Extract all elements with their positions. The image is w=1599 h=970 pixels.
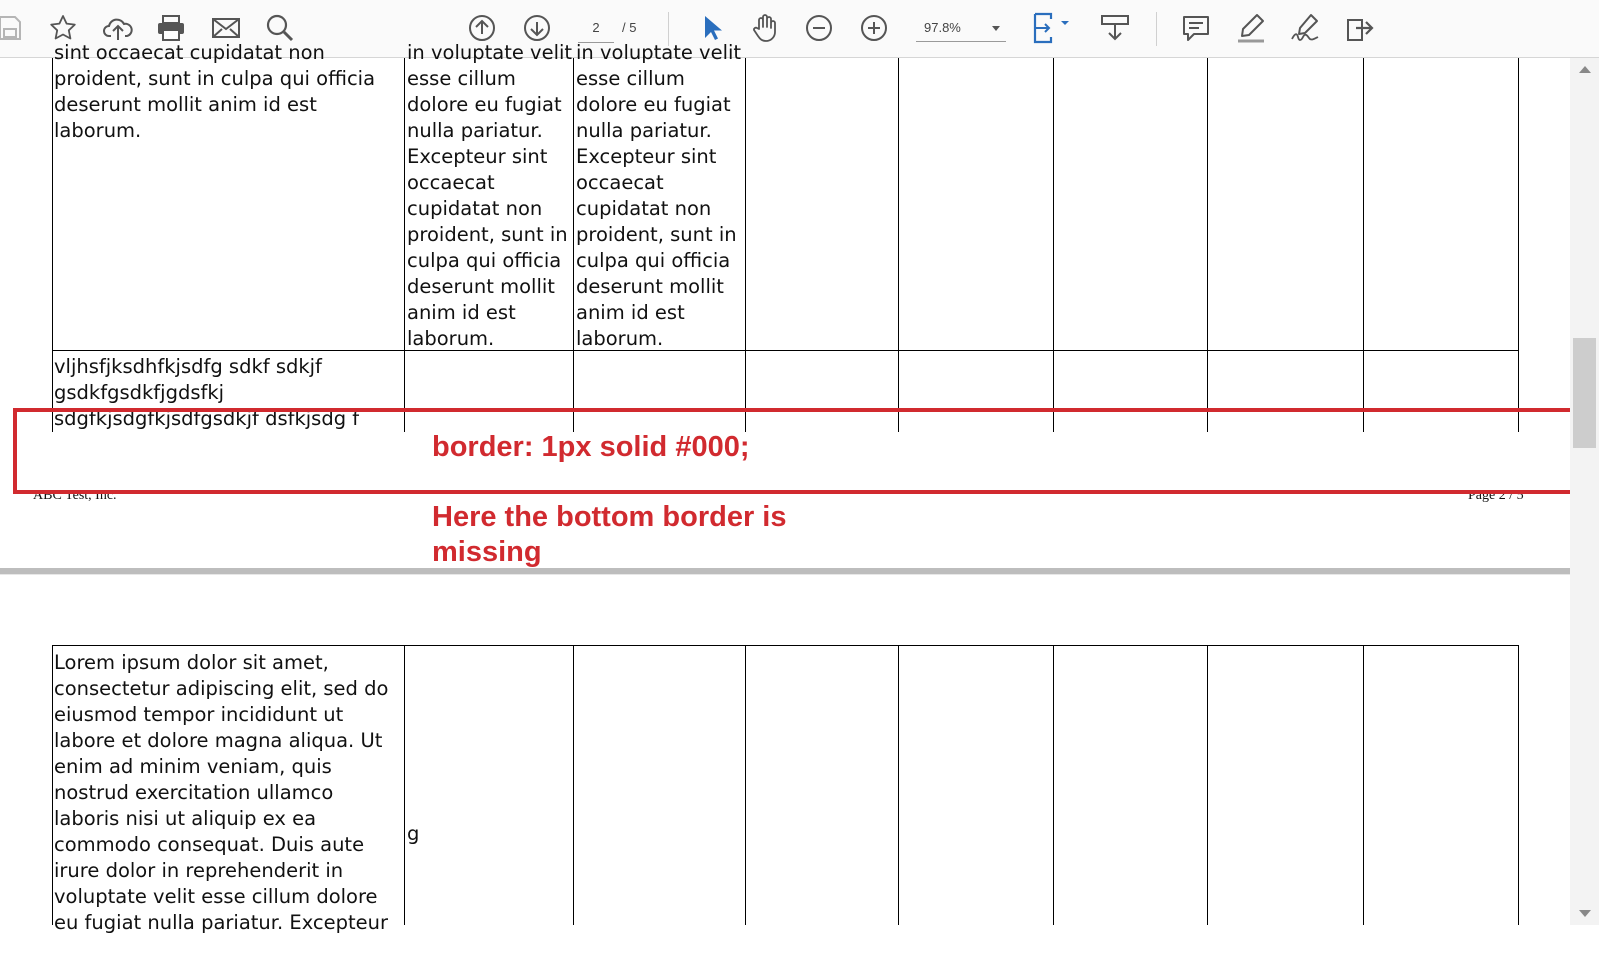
table-border [1207,645,1208,925]
scroll-up-icon[interactable] [1579,66,1591,73]
table-cell: sint occaecat cupidatat non proident, sunt in culpa qui officia deserunt mollit anim id est laborum. [54,41,376,142]
table-border [898,645,899,925]
annotation-code-label: border: 1px solid #000; [432,431,750,463]
sign-icon[interactable] [1288,10,1324,46]
table-border [745,645,746,925]
table-border [1518,58,1519,432]
hand-icon[interactable] [747,10,783,46]
table-border [52,645,53,925]
scroll-down-icon[interactable] [1579,910,1591,917]
table-cell: in voluptate velit esse cillum dolore eu fugiat nulla pariatur. Excepteur sint occaecat cupidatat non proident, sunt in culpa qui officia deserunt mollit anim id est laborum. [407,41,573,350]
highlight-icon[interactable] [1233,10,1269,46]
vertical-scrollbar[interactable] [1570,58,1599,925]
table-border [1053,645,1054,925]
chevron-down-icon[interactable] [992,26,1000,31]
toolbar-divider [1156,12,1157,46]
table-border [1053,58,1054,432]
comment-icon[interactable] [1178,10,1214,46]
table-border [1363,645,1364,925]
table-border [52,58,53,432]
table-border [573,645,574,925]
table-border [573,58,574,432]
document-view[interactable] [0,41,1570,934]
page-number-input[interactable]: 2 [578,14,614,43]
zoom-select[interactable] [916,14,1006,42]
fit-page-icon[interactable] [1030,10,1074,46]
table-cell: g [407,822,420,845]
page-footer-page-number: Page 2 / 5 [1468,488,1524,503]
table-row-border [52,350,1519,351]
table-border [898,58,899,432]
annotation-highlight-box [13,408,1582,494]
zoom-out-icon[interactable] [801,10,837,46]
share-icon[interactable] [1342,10,1378,46]
zoom-value: 97.8% [924,20,961,35]
scrollbar-thumb[interactable] [1573,338,1596,448]
zoom-in-icon[interactable] [856,10,892,46]
annotation-note-label: Here the bottom border is missing [432,501,787,568]
table-border [404,645,405,925]
page-footer-company: ABC Test, Inc. [33,488,117,503]
table-cell: Lorem ipsum dolor sit amet, consectetur adipiscing elit, sed do eiusmod tempor incididunt ut labore et dolore magna aliqua. Ut enim ad minim veniam, quis nostrud exercitation ullamco laboris nisi ut aliquip ex ea commodo consequat. Duis aute irure dolor in reprehenderit in voluptate velit esse cillum dolore eu fugiat nulla pariatur. Excepteur [54,651,389,934]
page-total-label: / 5 [622,20,637,35]
table-border [1518,645,1519,925]
table-row-border [52,645,1519,646]
table-border [1207,58,1208,432]
save-icon[interactable] [0,10,28,46]
page-separator-edge [0,574,1570,575]
table-border [1363,58,1364,432]
table-border [404,58,405,432]
table-cell: vljhsfjksdhfkjsdfg sdkf sdkjf gsdkfgsdkfjgdsfkj sdgfkjsdgfkjsdfgsdkjf dsfkjsdg f [54,355,360,430]
table-cell: in voluptate velit esse cillum dolore eu fugiat nulla pariatur. Excepteur sint occaecat cupidatat non proident, sunt in culpa qui officia deserunt mollit anim id est laborum. [576,41,742,350]
table-border [745,58,746,432]
scroll-mode-icon[interactable] [1097,10,1133,46]
